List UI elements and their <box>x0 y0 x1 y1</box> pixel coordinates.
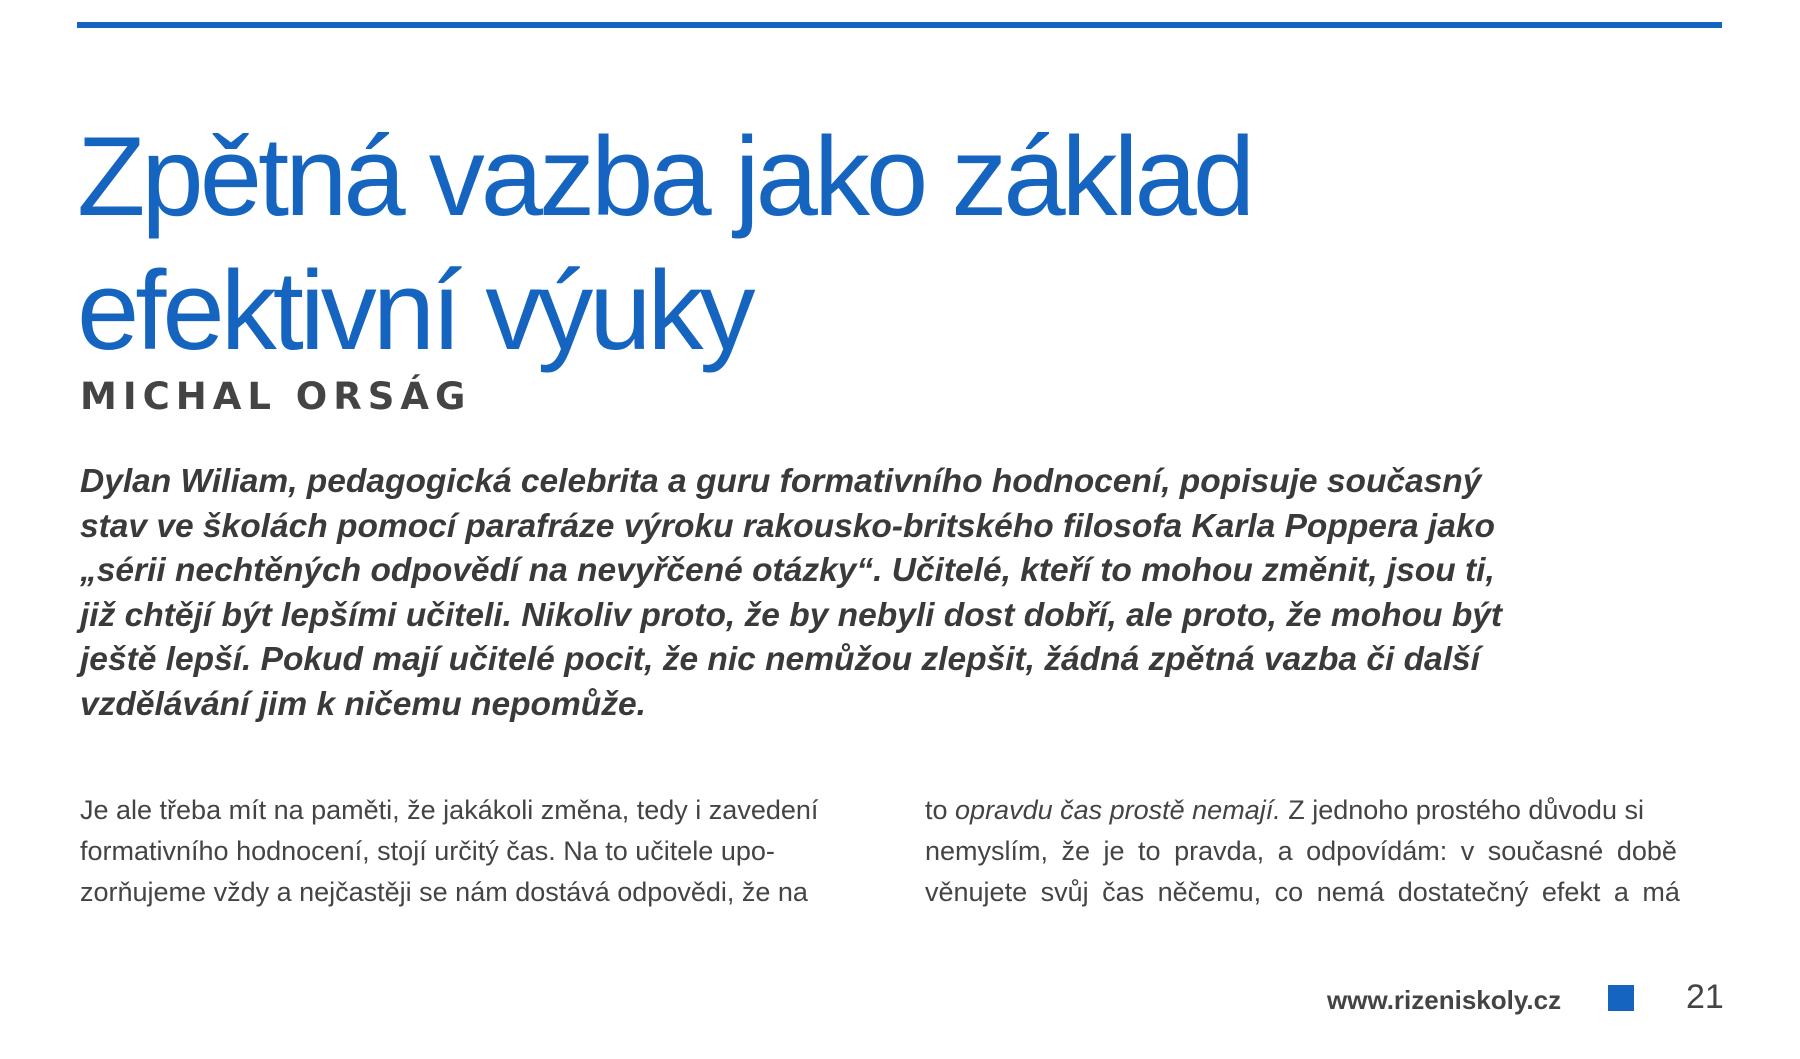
body-emphasis: opravdu čas prostě nemají. <box>955 795 1281 825</box>
body-line: nemyslím, že je to pravda, a odpovídám: v současné době <box>925 836 1677 866</box>
lead-line: „sérii nechtěných odpovědí na nevyřčené otázky“. Učitelé, kteří to mohou změnit, jsou ti, <box>80 552 1495 589</box>
lead-line: stav ve školách pomocí parafráze výroku rakousko-britského filosofa Karla Poppera jako <box>80 507 1495 545</box>
footer-square-icon <box>1608 985 1634 1011</box>
lead-line: ještě lepší. Pokud mají učitelé pocit, že nic nemůžou zlepšit, žádná zpětná vazba či další <box>80 641 1480 678</box>
title-line-2: efektivní výuky <box>77 248 752 373</box>
author-name: MICHAL ORSÁG <box>80 375 472 418</box>
body-text: Z jednoho prostého důvodu si <box>1280 795 1644 825</box>
title-line-1: Zpětná vazba jako základ <box>77 114 1252 239</box>
body-text: to <box>925 795 956 825</box>
lead-line: již chtějí být lepšími učiteli. Nikoliv proto, že by nebyli dost dobří, ale proto, že mohou být <box>80 596 1503 634</box>
lead-paragraph <box>80 460 1740 727</box>
page-number: 21 <box>1686 978 1724 1016</box>
body-column-left <box>80 790 880 913</box>
article-title <box>77 110 1251 378</box>
lead-line: vzdělávání jim k ničemu nepomůže. <box>80 685 646 723</box>
footer-website: www.rizeniskoly.cz <box>1327 985 1562 1015</box>
lead-line: Dylan Wiliam, pedagogická celebrita a guru formativního hodnocení, popisuje současný <box>80 463 1482 500</box>
top-rule <box>77 22 1722 28</box>
body-line: formativního hodnocení, stojí určitý čas. Na to učitele upo- <box>80 836 775 866</box>
body-line: Je ale třeba mít na paměti, že jakákoli změna, tedy i zavedení <box>80 795 819 825</box>
body-line: věnujete svůj čas něčemu, co nemá dostatečný efekt a má <box>925 877 1680 907</box>
body-line <box>925 790 1725 831</box>
body-column-right <box>925 790 1725 913</box>
body-line: zorňujeme vždy a nejčastěji se nám dostává odpovědi, že na <box>80 877 808 907</box>
